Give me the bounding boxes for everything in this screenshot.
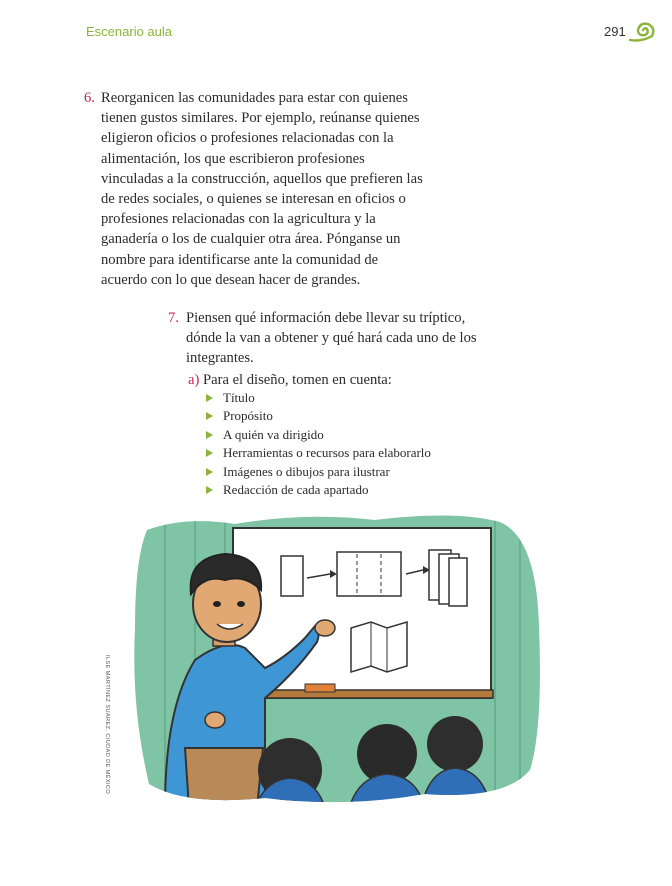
list-item: A quién va dirigido [206,426,431,444]
sub-instruction-text: Para el diseño, tomen en cuenta: [203,372,392,388]
design-checklist [206,389,431,499]
instruction-6 [84,88,424,290]
triangle-bullet-icon [206,394,213,402]
classroom-illustration [125,508,545,808]
triangle-bullet-icon [206,486,213,494]
triangle-bullet-icon [206,468,213,476]
list-item: Imágenes o dibujos para ilustrar [206,463,431,481]
section-label: Escenario aula [86,24,172,39]
instruction-number: 6. [84,90,95,106]
instruction-7 [168,308,478,369]
list-item: Propósito [206,407,431,425]
snail-spiral-icon [628,20,656,44]
sub-instruction-letter: a) [188,372,200,388]
triangle-bullet-icon [206,412,213,420]
sub-instruction-a [188,370,392,390]
list-item: Herramientas o recursos para elaborarlo [206,444,431,462]
instruction-text: Piensen qué información debe llevar su tríptico, dónde la van a obtener y qué hará cada uno de los integrantes. [186,310,477,367]
triangle-bullet-icon [206,449,213,457]
triangle-bullet-icon [206,431,213,439]
list-item: Redacción de cada apartado [206,481,431,499]
page-number: 291 [604,24,626,39]
instruction-number: 7. [168,310,179,326]
illustration-credit: ILSE MARTÍNEZ SUÁREZ, CIUDAD DE MÉXICO [104,655,110,795]
list-item: Título [206,389,431,407]
instruction-text: Reorganicen las comunidades para estar con quienes tienen gustos similares. Por ejemplo, reúnanse quienes eligieron oficios o profesiones relacionadas con la alimentación, los que escribieron profesiones vinculadas a la construcción, aquellos que prefieren las de redes sociales, o quienes se interesan en oficios o profesiones relacionadas con la agricultura y la ganadería o los de cualquier otra área. Pónganse un nombre para identificarse ante la comunidad de acuerdo con lo que desean hacer de grandes. [101,90,423,288]
